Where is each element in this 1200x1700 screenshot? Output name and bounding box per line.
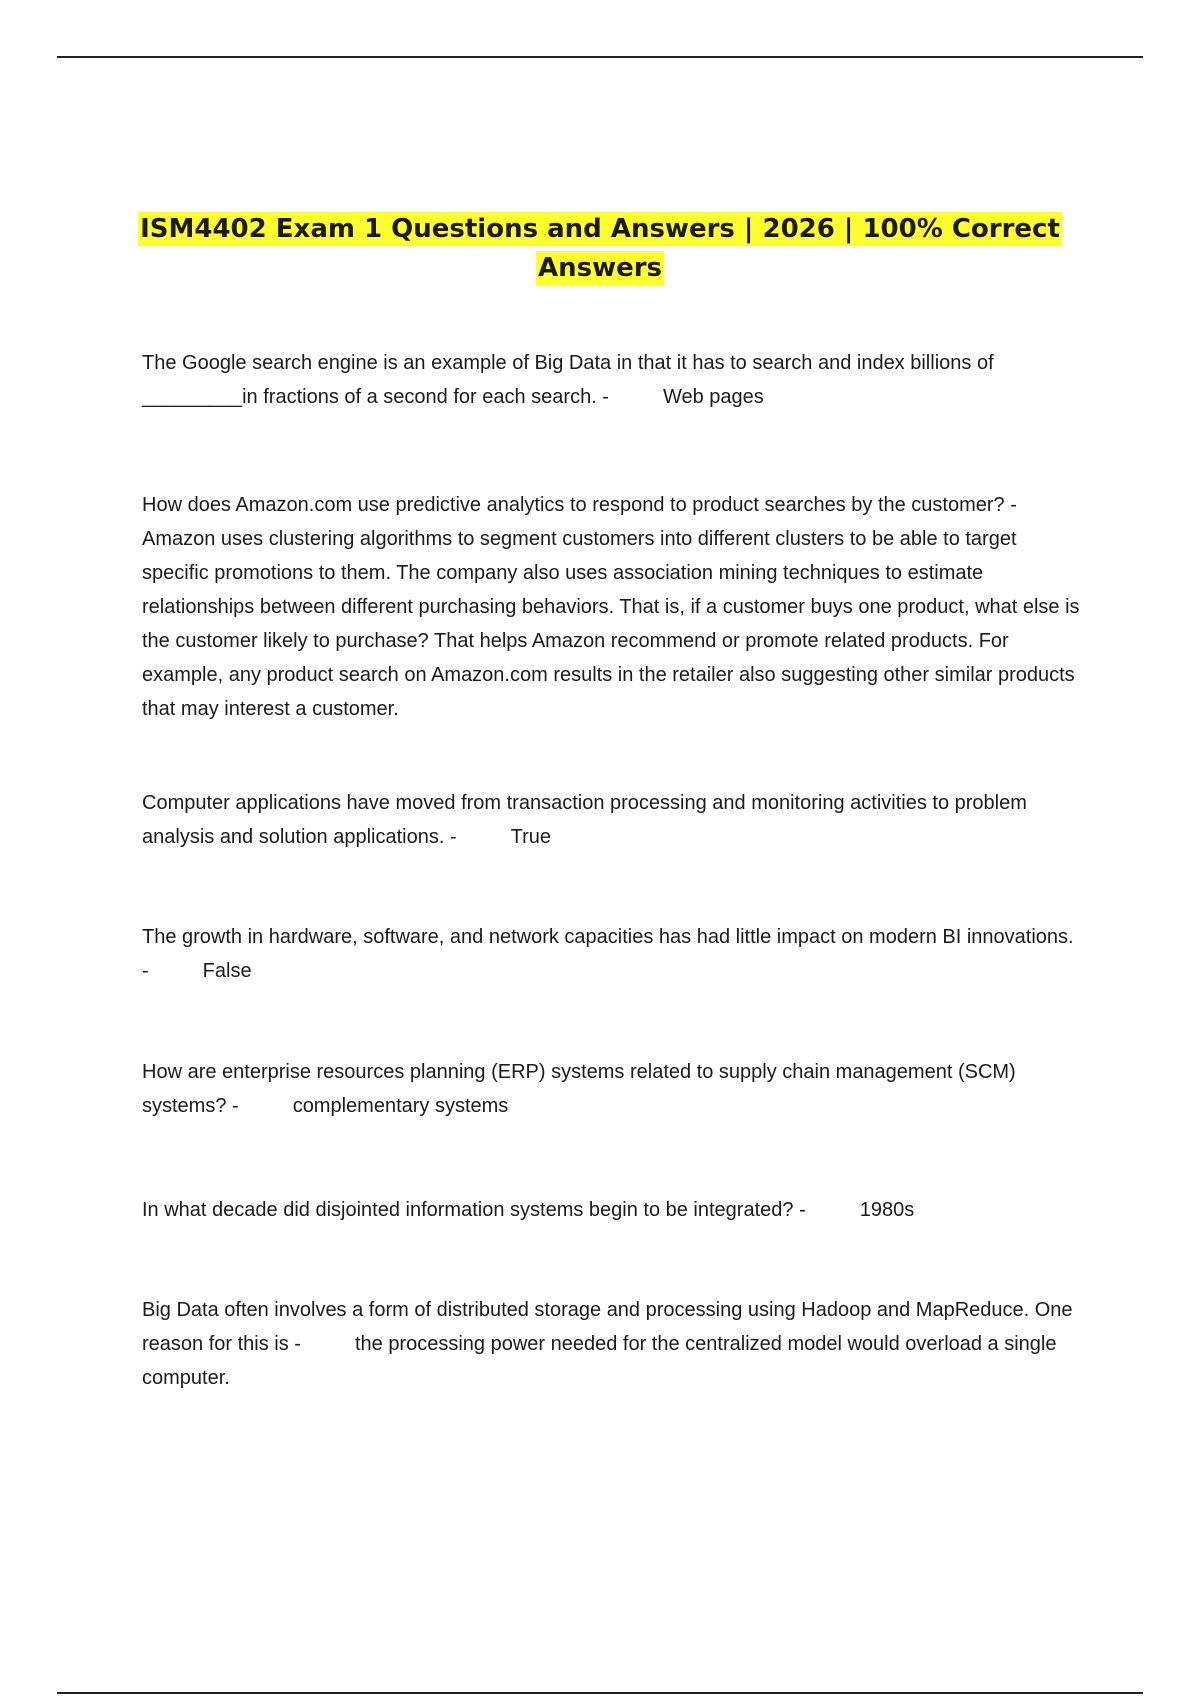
question-text: How are enterprise resources planning (ERP) systems related to supply chain management (SCM) systems? -	[142, 1061, 1016, 1117]
answer-text: complementary systems	[292, 1095, 509, 1117]
question-text: In what decade did disjointed information systems begin to be integrated? -	[142, 1199, 806, 1221]
bottom-rule	[57, 1692, 1143, 1694]
qa-item-4	[142, 920, 1082, 988]
page-title	[100, 210, 1100, 288]
qa-item-1	[142, 346, 1082, 414]
answer-text: the processing power needed for the centralized model would overload a single computer.	[142, 1333, 1057, 1389]
question-text: Big Data often involves a form of distributed storage and processing using Hadoop and MapReduce. One reason for this is -	[142, 1299, 1073, 1355]
answer-text: False	[202, 960, 252, 982]
answer-text: Amazon uses clustering algorithms to segment customers into different clusters to be able to target specific promotions to them. The company also uses association mining techniques to estimate relationships between different purchasing behaviors. That is, if a customer buys one product, what else is the customer likely to purchase? That helps Amazon recommend or promote related products. For example, any product search on Amazon.com results in the retailer also suggesting other similar products that may interest a customer.	[142, 528, 1080, 720]
title-highlight: ISM4402 Exam 1 Questions and Answers | 2026 | 100% Correct Answers	[140, 214, 1060, 283]
question-text: Computer applications have moved from transaction processing and monitoring activities to problem analysis and solution applications. -	[142, 792, 1027, 848]
answer-text: True	[510, 826, 552, 848]
answer-text: Web pages	[662, 386, 764, 408]
question-text: How does Amazon.com use predictive analytics to respond to product searches by the customer? -	[142, 494, 1017, 516]
question-text: The growth in hardware, software, and network capacities has had little impact on modern BI innovations. -	[142, 926, 1074, 982]
top-rule	[57, 56, 1143, 58]
qa-item-7	[142, 1293, 1082, 1395]
qa-item-5	[142, 1055, 1082, 1123]
qa-item-2	[142, 488, 1082, 726]
answer-text: 1980s	[859, 1199, 915, 1221]
qa-item-3	[142, 786, 1082, 854]
question-text: The Google search engine is an example of Big Data in that it has to search and index billions of _________in fractions of a second for each search. -	[142, 352, 994, 408]
qa-item-6	[142, 1193, 1082, 1227]
